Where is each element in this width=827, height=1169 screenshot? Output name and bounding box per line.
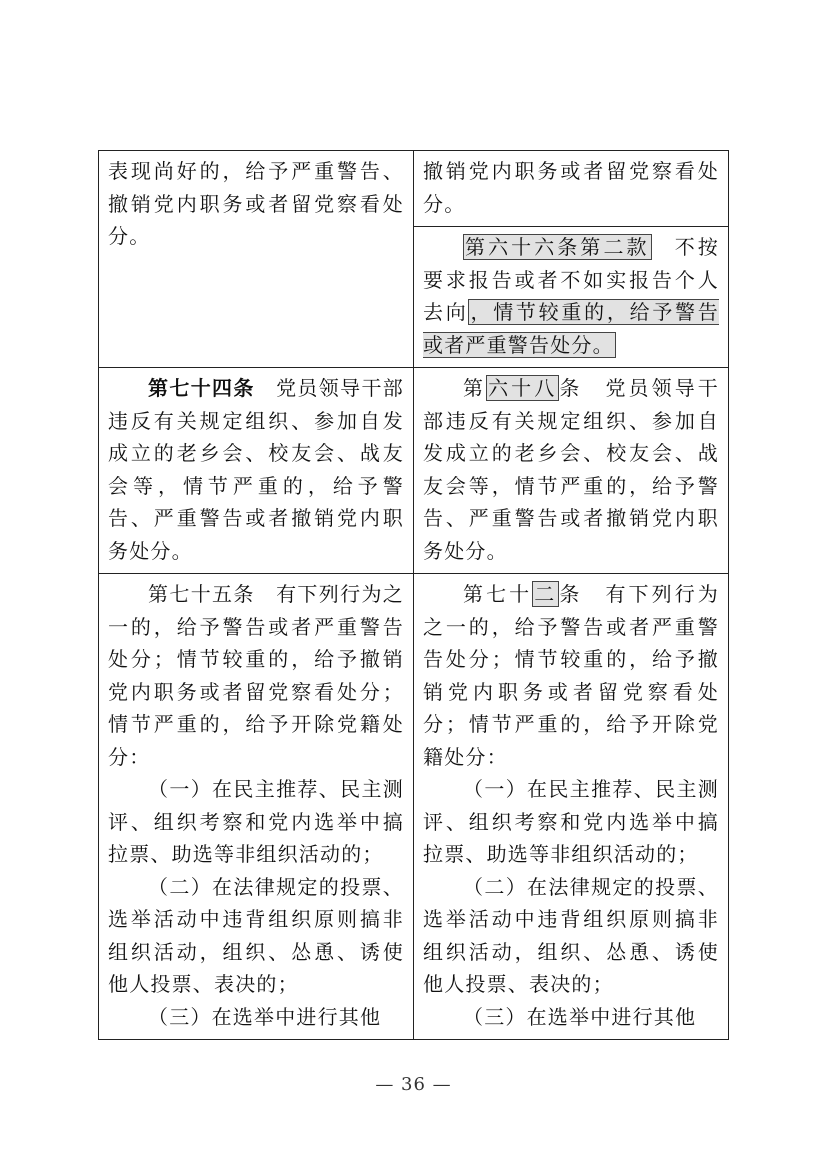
paragraph	[423, 578, 719, 773]
article-number: 第七十五条	[148, 582, 255, 606]
article-body: 党员领导干部违反有关规定组织、参加自发成立的老乡会、校友会、战友会等，情节严重的，给予警告、严重警告或者撤销党内职务处分。	[423, 376, 719, 563]
list-item: （三）在选举中进行其他	[148, 1004, 382, 1029]
paragraph	[108, 372, 404, 567]
table-row	[99, 574, 729, 1040]
new-text-cell	[414, 227, 729, 368]
article-body: 不按要求报告或者不如实报告个人去向	[423, 235, 719, 324]
highlighted-article-number: 二	[534, 582, 558, 606]
page-number: — 36 —	[375, 1074, 452, 1095]
list-item: （二）在法律规定的投票、选举活动中违背组织原则搞非组织活动，组织、怂恿、诱使他人投票、表决的；	[423, 874, 719, 996]
paragraph	[423, 372, 719, 567]
old-text-cell	[99, 574, 414, 1040]
paragraph: 撤销党内职务或者留党察看处分。	[423, 159, 719, 216]
article-prefix: 第	[463, 376, 487, 400]
paragraph	[108, 578, 404, 773]
article-body: 有下列行为之一的，给予警告或者严重警告处分；情节较重的，给予撤销党内职务或者留党察看处分；情节严重的，给予开除党籍处分：	[423, 582, 719, 769]
highlighted-text: ，情节较重的，给予警告或者严重警告处分。	[423, 300, 719, 357]
highlighted-article-ref: 第六十六条第二款	[465, 235, 650, 259]
old-text-cell	[99, 368, 414, 574]
table-row	[99, 151, 729, 227]
article-prefix: 第七十	[463, 582, 533, 606]
new-text-cell	[414, 368, 729, 574]
list-item: （一）在民主推荐、民主测评、组织考察和党内选举中搞拉票、助选等非组织活动的；	[423, 777, 719, 866]
comparison-table	[98, 150, 729, 1040]
new-text-cell	[414, 151, 729, 227]
article-suffix: 条	[559, 582, 583, 606]
list-item: （二）在法律规定的投票、选举活动中违背组织原则搞非组织活动，组织、怂恿、诱使他人投票、表决的；	[108, 874, 404, 996]
article-suffix: 条	[559, 376, 583, 400]
paragraph: 表现尚好的，给予严重警告、撤销党内职务或者留党察看处分。	[108, 159, 404, 248]
article-number: 第七十四条	[148, 376, 255, 400]
list-item: （三）在选举中进行其他	[463, 1004, 697, 1029]
table-row	[99, 368, 729, 574]
new-text-cell	[414, 574, 729, 1040]
article-body: 有下列行为之一的，给予警告或者严重警告处分；情节较重的，给予撤销党内职务或者留党察看处分；情节严重的，给予开除党籍处分：	[108, 582, 405, 769]
paragraph	[423, 231, 719, 361]
list-item: （一）在民主推荐、民主测评、组织考察和党内选举中搞拉票、助选等非组织活动的；	[108, 777, 404, 866]
highlighted-article-number: 六十八	[488, 376, 558, 400]
old-text-cell	[99, 151, 414, 368]
article-body: 党员领导干部违反有关规定组织、参加自发成立的老乡会、校友会、战友会等，情节严重的，给予警告、严重警告或者撤销党内职务处分。	[108, 376, 405, 563]
